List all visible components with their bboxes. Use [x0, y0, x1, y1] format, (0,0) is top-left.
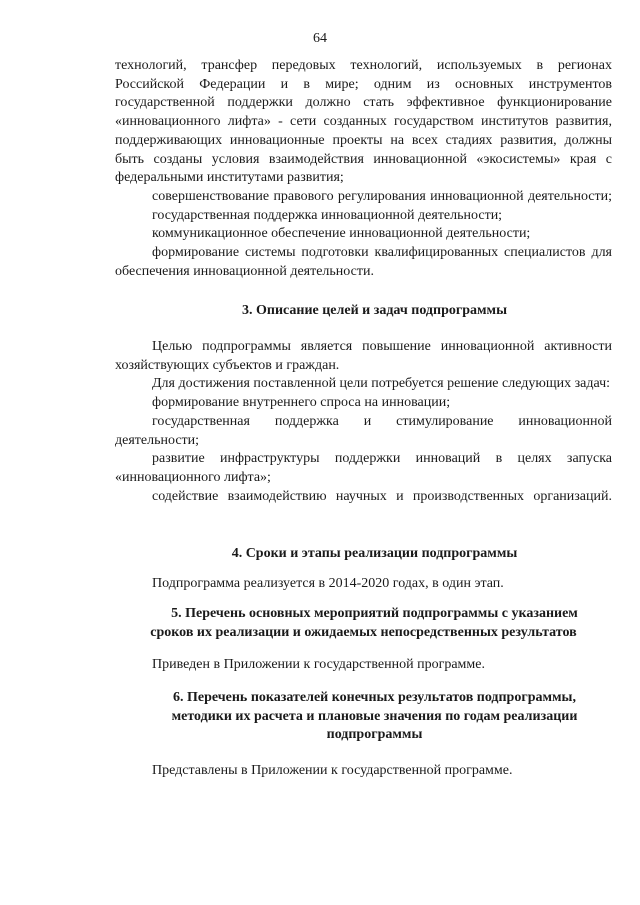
- section-4-body: [115, 575, 612, 594]
- intro-list-item: коммуникационное обеспечение инновационной деятельности;: [152, 226, 531, 242]
- section-3-paragraph: Целью подпрограммы является повышение инновационной активности хозяйствующих субъектов и граждан.: [115, 339, 612, 373]
- section-5-heading-line: сроков их реализации и ожидаемых непосредственных результатов: [150, 624, 577, 640]
- section-6-heading-line: подпрограммы: [326, 727, 423, 743]
- intro-paragraph: технологий, трансфер передовых технологий, используемых в регионах Российской Федерации и в мире; одним из основных инструментов государственной поддержки должно стать эффективное функционирование «инновационного лифта» - сети созданных государством институтов развития, поддерживающих инновационные проекты на всех стадиях развития, должны быть созданы условия взаимодействия инновационной «экосистемы» края с федеральными институтами развития;: [115, 58, 612, 186]
- section-5-body: [115, 656, 612, 675]
- page-number: 64: [313, 31, 327, 46]
- section-6-body: [115, 762, 612, 781]
- section-3-list-item: формирование внутреннего спроса на инновации;: [152, 395, 451, 411]
- section-5-heading-line: 5. Перечень основных мероприятий подпрограммы с указанием: [171, 606, 578, 621]
- intro-list-item: совершенствование правового регулирования инновационной деятельности;: [152, 188, 612, 204]
- section-5-heading: [115, 605, 612, 642]
- intro-list-item: формирование системы подготовки квалифицированных специалистов для обеспечения инновационной деятельности.: [115, 245, 612, 279]
- intro-block: [115, 57, 612, 281]
- section-6-heading-line: методики их расчета и плановые значения по годам реализации: [171, 708, 578, 724]
- section-6-heading: [115, 689, 612, 745]
- section-3-heading: 3. Описание целей и задач подпрограммы: [241, 303, 508, 318]
- section-5-text: Приведен в Приложении к государственной программе.: [152, 657, 485, 672]
- intro-list-item: государственная поддержка инновационной деятельности;: [152, 207, 503, 223]
- section-6-text: Представлены в Приложении к государственной программе.: [152, 763, 513, 778]
- section-3-paragraph: Для достижения поставленной цели потребуется решение следующих задач:: [152, 376, 611, 392]
- section-3-list-item: содействие взаимодействию научных и производственных организаций.: [152, 488, 612, 504]
- section-3-body: [115, 338, 612, 506]
- section-3-list-item: развитие инфраструктуры поддержки инноваций в целях запуска «инновационного лифта»;: [115, 451, 612, 485]
- section-4-text: Подпрограмма реализуется в 2014-2020 годах, в один этап.: [152, 576, 504, 591]
- section-4-heading: 4. Сроки и этапы реализации подпрограммы: [231, 546, 518, 561]
- section-6-heading-line: 6. Перечень показателей конечных результатов подпрограммы,: [173, 690, 576, 705]
- section-3-list-item: государственная поддержка и стимулирование инновационной деятельности;: [115, 413, 612, 448]
